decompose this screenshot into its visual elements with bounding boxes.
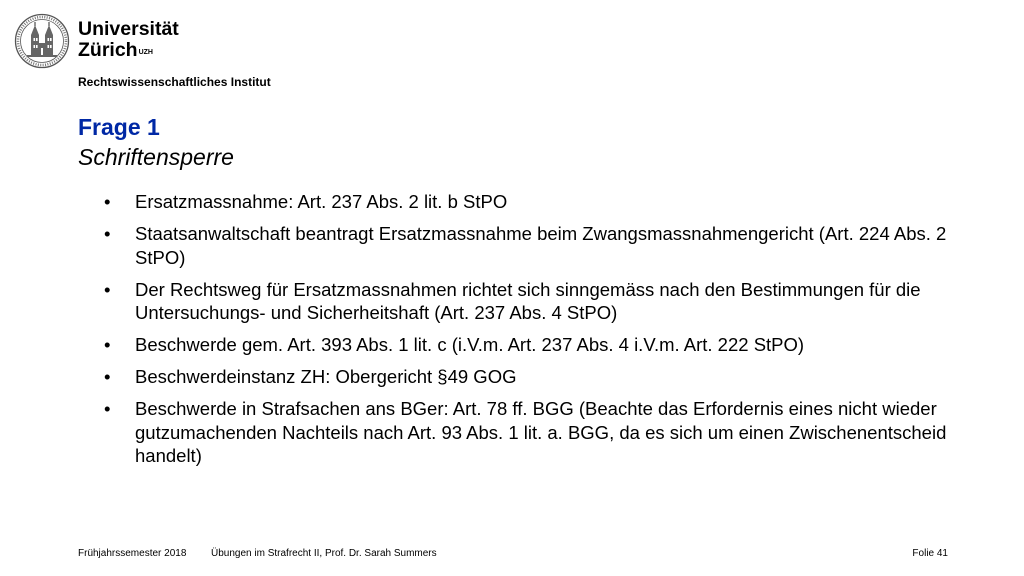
bullet-text: Beschwerde in Strafsachen ans BGer: Art. 78 ff. BGG (Beachte das Erfordernis eines nicht wieder gutzumachenden Nachteils nach Art. 93 Abs. 1 lit. a. BGG, da es sich um einen Zwischenentscheid handelt) bbox=[135, 398, 947, 466]
bullet-marker: • bbox=[104, 191, 111, 212]
bullet-marker: • bbox=[104, 398, 111, 419]
bullet-text: Ersatzmassnahme: Art. 237 Abs. 2 lit. b StPO bbox=[135, 191, 508, 212]
slide-subtitle: Schriftensperre bbox=[78, 144, 234, 170]
bullet-item bbox=[104, 333, 984, 357]
bullet-text: Staatsanwaltschaft beantragt Ersatzmassnahme beim Zwangsmassnahmengericht (Art. 224 Abs. 2 StPO) bbox=[135, 223, 947, 268]
slide-title: Frage 1 bbox=[78, 114, 160, 140]
bullet-marker: • bbox=[104, 334, 111, 355]
bullet-list bbox=[104, 190, 984, 476]
bullet-item bbox=[104, 222, 984, 269]
university-name-line2 bbox=[78, 40, 179, 61]
bullet-text: Beschwerdeinstanz ZH: Obergericht §49 GOG bbox=[135, 366, 517, 387]
institute-name: Rechtswissenschaftliches Institut bbox=[78, 75, 271, 89]
university-abbreviation: UZH bbox=[138, 49, 153, 56]
university-name-line1: Universität bbox=[78, 18, 179, 40]
bullet-text: Beschwerde gem. Art. 393 Abs. 1 lit. c (i.V.m. Art. 237 Abs. 4 i.V.m. Art. 222 StPO) bbox=[135, 334, 805, 355]
bullet-item bbox=[104, 397, 984, 468]
university-city: Zürich bbox=[78, 39, 138, 61]
university-name bbox=[78, 19, 179, 61]
uzh-seal-icon bbox=[14, 13, 70, 69]
bullet-item bbox=[104, 190, 984, 214]
bullet-marker: • bbox=[104, 223, 111, 244]
footer-slide-number: Folie 41 bbox=[912, 548, 948, 559]
bullet-item bbox=[104, 365, 984, 389]
bullet-item bbox=[104, 278, 984, 325]
footer-course: Übungen im Strafrecht II, Prof. Dr. Sarah Summers bbox=[211, 548, 437, 559]
bullet-text: Der Rechtsweg für Ersatzmassnahmen richtet sich sinngemäss nach den Bestimmungen für die Untersuchungs- und Sicherheitshaft (Art. 237 Abs. 4 StPO) bbox=[135, 278, 921, 323]
bullet-marker: • bbox=[104, 366, 111, 387]
bullet-marker: • bbox=[104, 278, 111, 300]
footer-semester: Frühjahrssemester 2018 bbox=[78, 548, 187, 559]
